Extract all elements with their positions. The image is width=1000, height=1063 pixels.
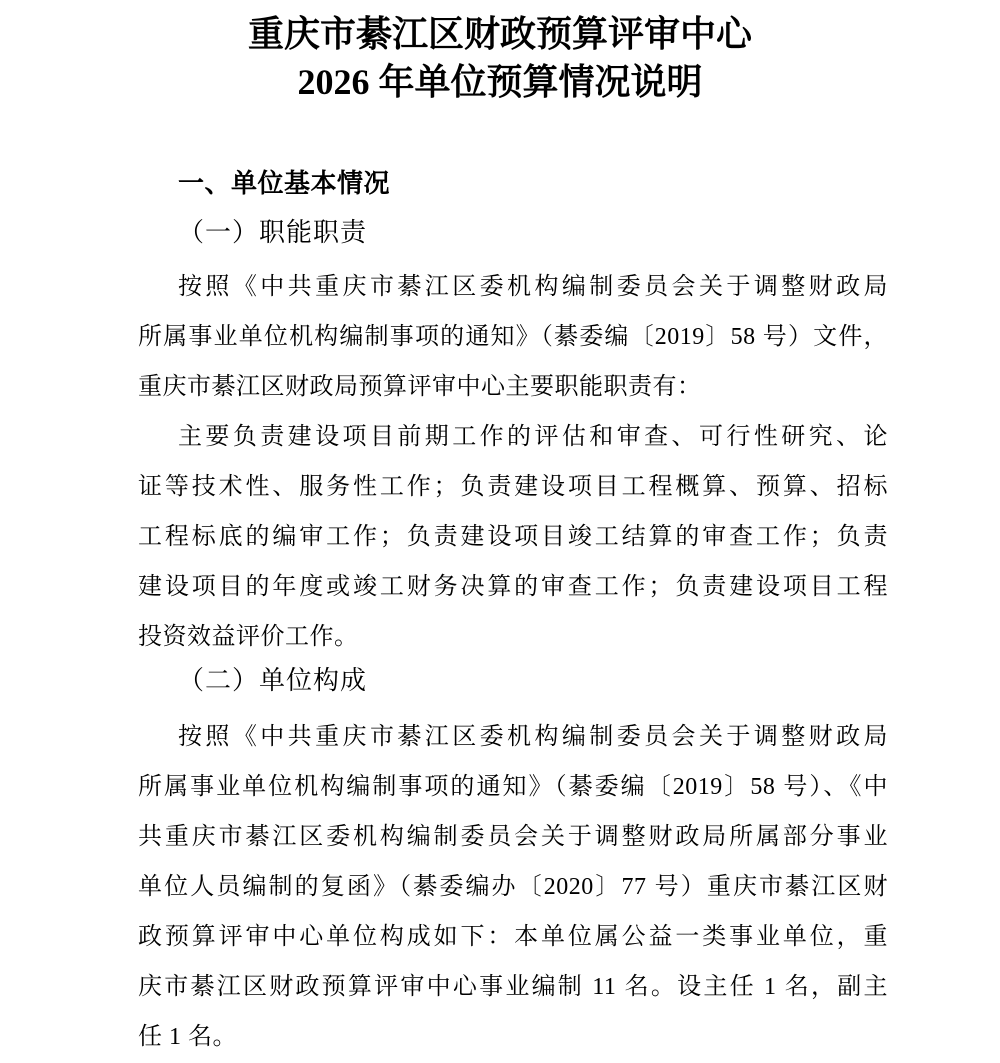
section-heading-basic-info: 一、单位基本情况	[178, 168, 391, 198]
paragraph-line: 工程标底的编审工作；负责建设项目竣工结算的审查工作；负责	[138, 524, 888, 550]
document-body	[138, 158, 888, 1062]
paragraph-line: 按照《中共重庆市綦江区委机构编制委员会关于调整财政局	[178, 274, 888, 300]
subsection-heading-duties: （一）职能职责	[178, 218, 368, 247]
paragraph-line: 证等技术性、服务性工作；负责建设项目工程概算、预算、招标	[138, 474, 888, 500]
paragraph-composition	[138, 712, 888, 1062]
paragraph-duties-detail	[138, 412, 888, 662]
paragraph-line: 共重庆市綦江区委机构编制委员会关于调整财政局所属部分事业	[138, 824, 888, 850]
paragraph-line: 建设项目的年度或竣工财务决算的审查工作；负责建设项目工程	[138, 574, 888, 600]
paragraph-line: 投资效益评价工作。	[138, 624, 359, 650]
document-title-line2: 2026 年单位预算情况说明	[297, 62, 703, 102]
paragraph-line: 重庆市綦江区财政局预算评审中心主要职能职责有：	[138, 374, 702, 400]
paragraph-line: 政预算评审中心单位构成如下：本单位属公益一类事业单位，重	[138, 924, 888, 950]
paragraph-line: 按照《中共重庆市綦江区委机构编制委员会关于调整财政局	[178, 724, 888, 750]
paragraph-line: 单位人员编制的复函》（綦委编办〔2020〕77 号）重庆市綦江区财	[138, 874, 888, 900]
paragraph-duties-basis	[138, 262, 888, 412]
document-title	[0, 0, 1000, 106]
paragraph-line: 所属事业单位机构编制事项的通知》（綦委编〔2019〕58 号）、《中	[138, 774, 888, 800]
paragraph-line: 任 1 名。	[138, 1024, 237, 1050]
subsection-heading-composition: （二）单位构成	[178, 666, 368, 695]
paragraph-line: 所属事业单位机构编制事项的通知》（綦委编〔2019〕58 号）文件，	[138, 324, 888, 350]
paragraph-line: 主要负责建设项目前期工作的评估和审查、可行性研究、论	[178, 424, 888, 450]
paragraph-line: 庆市綦江区财政预算评审中心事业编制 11 名。设主任 1 名，副主	[138, 974, 888, 1000]
document-title-line1: 重庆市綦江区财政预算评审中心	[247, 14, 752, 54]
